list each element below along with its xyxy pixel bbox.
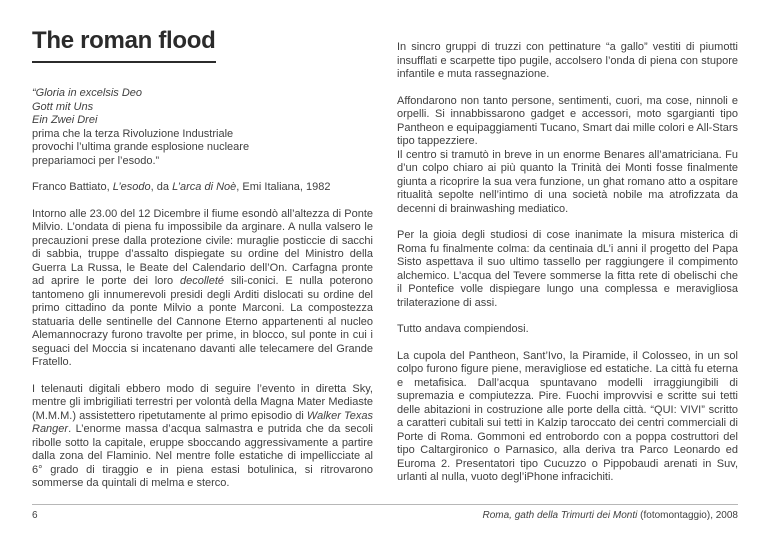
- epigraph-quote: “Gloria in excelsis Deo Gott mit Uns Ein Zwei Drei prima che la terza Rivoluzione Industriale provochi l’ultima grande esplosione nucleare prepariamoci per l’esodo.”: [32, 87, 250, 167]
- image-caption: Roma, gath della Trimurti dei Monti (fotomontaggio), 2008: [482, 510, 738, 521]
- two-column-layout: [32, 27, 738, 491]
- page-footer: [32, 504, 738, 522]
- body-paragraph: La cupola del Pantheon, Sant’Ivo, la Piramide, il Colosseo, in un sol colpo furono figure piene, meravigliose ed estatiche. La città fu eterna e metafisica. Dall’acqua spuntavano modelli irraggiungibili di supremazia e compiutezza. Pire. Fuochi improvvisi e scritte sui tetti delle abitazioni in costruzione alle porte della città. “QUI: VIVI” scritto a caratteri cubitali sui tetti in Kalzip taroccato dei centri commerciali di Porte di Roma. Gommoni ed entrobordo con a poppa costruttori del tipo Caltargironico o Parnasico, alla deriva tra Parco Leonardo ed Euroma 2. Presentatori tipo Cucuzzo o Pippobaudi arenati in Suv, urlanti al nulla, vuoto degl’iPhone infracichiti.: [397, 349, 738, 483]
- page-title: The roman flood: [32, 27, 216, 63]
- left-column: [32, 27, 373, 491]
- body-paragraph: Tutto andava compiendosi.: [397, 323, 529, 335]
- page-number: 6: [32, 510, 38, 521]
- right-column: [397, 27, 738, 491]
- body-paragraph: Affondarono non tanto persone, sentimenti, cuori, ma cose, ninnoli e orpelli. Si innabbissarono gadget e accessori, moto sgargianti tipo Pantheon e equipaggiamenti Tucano, Smart dai mille colori e All-Stars tipo tappezziere. Il centro si tramutò in breve in un enorme Benares all’amatriciana. Fu d’un colpo chiaro ai più quanto la Trinità dei Monti fosse finalmente giunta a ricoprire la sua vera funzione, un ghat romano atto a ospitare ritualità sepolte nell’intimo di una società nobile ma atrofizzata da decenni di brainwashing mediatico.: [397, 94, 738, 215]
- body-paragraph: In sincro gruppi di truzzi con pettinature “a gallo” vestiti di piumotti insufflati e scarpette tipo pugile, accolsero l’onda di piena con stupore infantile e muta rassegnazione.: [397, 41, 738, 80]
- body-paragraph: I telenauti digitali ebbero modo di seguire l’evento in diretta Sky, mentre gli imbrigiliati terrestri per volontà della Magna Mater Mediaste (M.M.M.) assistettero ripetutamente al primo episodio di Walker Texas Ranger. L’enorme massa d’acqua salmastra e putrida che da secoli ribolle sotto la capitale, eruppe sboccando aggressivamente a partire dalla zona del Flaminio. Nel mentre folle estatiche di impellicciate al 6° grado di tiraggio e in piena estasi botulinica, si ritrovarono sommerse da quintali di melma e sterco.: [32, 382, 373, 489]
- body-paragraph: Intorno alle 23.00 del 12 Dicembre il fiume esondò all’altezza di Ponte Milvio. L’ondata di piena fu impossibile da arginare. A nulla valsero le precauzioni prese dalla protezione civile: muraglie posticcie di sacchi di sabbia, truppe d’assalto dispiegate su ordine del Ministro della Guerra La Russa, le Beate del Calendario dell’On. Carfagna pronte ad aprire le porte dei loro decolleté sili-conici. E nulla poterono tantomeno gli innumerevoli presidi degli Arditi dislocati su ordine del primo cittadino da ponte Milvio a ponte Marconi. La compostezza statuaria delle sentinelle del Cannone Eterno appartenenti al nucleo Alemannocrazy furono travolte per prime, in blocco, sul ponte in cui i seguaci del Moccia si incatenano davanti alle telecamere del Grande Fratello.: [32, 207, 373, 368]
- body-paragraph: Per la gioia degli studiosi di cose inanimate la misura misterica di Roma fu finalmente colma: da centinaia dL’i anni il progetto del Papa Sisto aspettava il suo ultimo tassello per raggiungere il compimento alchemico. L’acqua del Tevere sommerse la fitta rete di obelischi che il Pontefice volle dispiegare lungo una complessa e meravigliosa trilaterazione di assi.: [397, 229, 738, 309]
- epigraph-attribution: Franco Battiato, L’esodo, da L’arca di Noè, Emi Italiana, 1982: [32, 181, 331, 193]
